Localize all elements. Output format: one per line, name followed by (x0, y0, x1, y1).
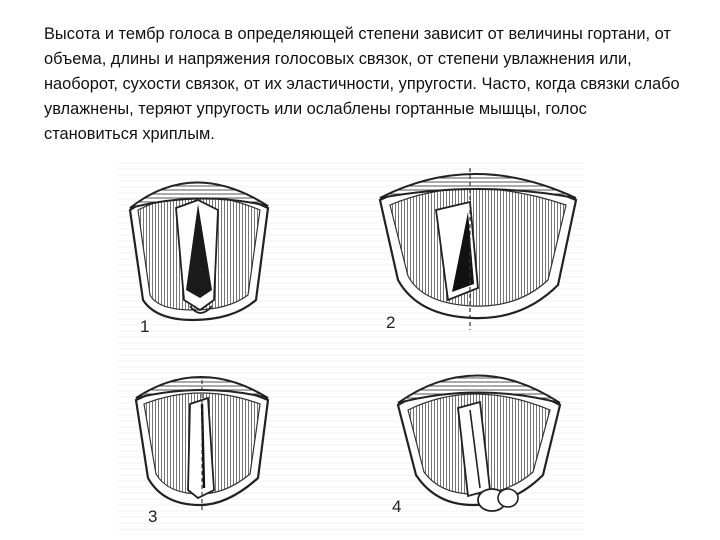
panel-number: 4 (392, 497, 402, 516)
larynx-figure-svg (118, 160, 584, 535)
body-paragraph: Высота и тембр голоса в определяющей степени зависит от величины гортани, от объема, длины и напряжения голосовых связок, от степени увлажнения или, наоборот, сухости связок, от их эластичности, упругости. Часто, когда связки слабо увлажнены, теряют упругость или ослаблены гортанные мышцы, голос становиться хриплым. (44, 25, 680, 143)
larynx-glottis-open-icon (130, 182, 268, 320)
larynx-illustration (118, 160, 584, 535)
panel-number: 1 (140, 317, 150, 336)
panel-number: 2 (386, 313, 396, 332)
panel-number: 3 (148, 507, 158, 526)
